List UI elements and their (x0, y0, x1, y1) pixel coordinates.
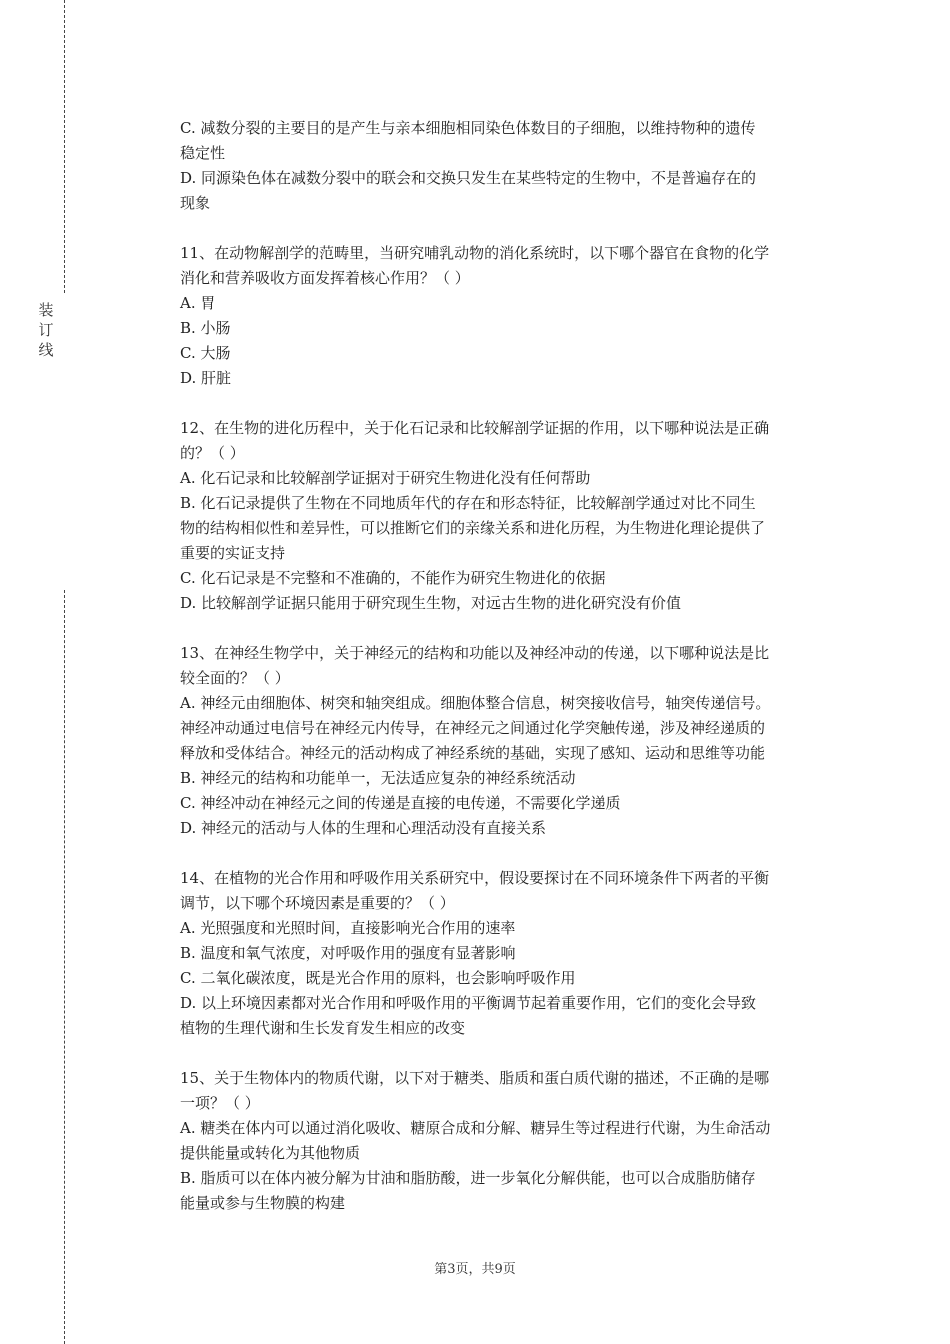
text-line: B. 神经元的结构和功能单一，无法适应复杂的神经系统活动 (180, 769, 576, 787)
text-line: A. 胃 (180, 294, 216, 312)
text-line: B. 脂质可以在体内被分解为甘油和脂肪酸，进一步氧化分解供能，也可以合成脂肪储存 (180, 1169, 756, 1187)
blank-spacer (180, 841, 842, 866)
text-line: C. 二氧化碳浓度，既是光合作用的原料，也会影响呼吸作用 (180, 969, 576, 987)
binding-dashed-line-top (64, 0, 65, 293)
text-line: 一项？（ ） (180, 1094, 260, 1112)
text-line: A. 神经元由细胞体、树突和轴突组成。细胞体整合信息，树突接收信号，轴突传递信号。 (180, 694, 771, 712)
text-line: 15、关于生物体内的物质代谢，以下对于糖类、脂质和蛋白质代谢的描述，不正确的是哪 (180, 1069, 770, 1087)
text-line: B. 化石记录提供了生物在不同地质年代的存在和形态特征，比较解剖学通过对比不同生 (180, 494, 756, 512)
binding-dashed-line-bottom (64, 590, 65, 1344)
text-line: 12、在生物的进化历程中，关于化石记录和比较解剖学证据的作用，以下哪种说法是正确 (180, 419, 770, 437)
text-line: 植物的生理代谢和生长发育发生相应的改变 (180, 1019, 466, 1037)
text-line: D. 以上环境因素都对光合作用和呼吸作用的平衡调节起着重要作用，它们的变化会导致 (180, 994, 757, 1012)
text-line: 物的结构相似性和差异性，可以推断它们的亲缘关系和进化历程，为生物进化理论提供了 (180, 519, 766, 537)
text-line: 14、在植物的光合作用和呼吸作用关系研究中，假设要探讨在不同环境条件下两者的平衡 (180, 869, 770, 887)
text-line: B. 小肠 (180, 319, 231, 337)
text-line: C. 减数分裂的主要目的是产生与亲本细胞相同染色体数目的子细胞，以维持物种的遗传 (180, 119, 756, 137)
text-line: 较全面的？（ ） (180, 669, 290, 687)
text-line: A. 化石记录和比较解剖学证据对于研究生物进化没有任何帮助 (180, 469, 591, 487)
text-line: 的？（ ） (180, 444, 245, 462)
binding-line-label (36, 300, 56, 360)
text-line: 神经冲动通过电信号在神经元内传导，在神经元之间通过化学突触传递，涉及神经递质的 (180, 719, 766, 737)
text-line: 调节，以下哪个环境因素是重要的？（ ） (180, 894, 455, 912)
text-line: D. 肝脏 (180, 369, 232, 387)
binding-char: 订 (38, 321, 54, 339)
text-line: 11、在动物解剖学的范畴里，当研究哺乳动物的消化系统时，以下哪个器官在食物的化学 (180, 244, 770, 262)
binding-char: 装 (38, 301, 54, 319)
blank-spacer (180, 391, 842, 416)
text-line: 消化和营养吸收方面发挥着核心作用？（ ） (180, 269, 470, 287)
binding-char: 线 (38, 341, 54, 359)
text-line: 重要的实证支持 (180, 544, 286, 562)
text-line: 释放和受体结合。神经元的活动构成了神经系统的基础，实现了感知、运动和思维等功能 (180, 744, 766, 762)
text-line: B. 温度和氧气浓度，对呼吸作用的强度有显著影响 (180, 944, 516, 962)
page-number: 第3页，共9页 (434, 1262, 516, 1277)
exam-content (180, 116, 842, 1216)
text-line: 现象 (180, 194, 211, 212)
text-line: D. 比较解剖学证据只能用于研究现生生物，对远古生物的进化研究没有价值 (180, 594, 682, 612)
text-line: 稳定性 (180, 144, 226, 162)
blank-spacer (180, 216, 842, 241)
text-line: D. 神经元的活动与人体的生理和心理活动没有直接关系 (180, 819, 547, 837)
text-line: 13、在神经生物学中，关于神经元的结构和功能以及神经冲动的传递，以下哪种说法是比 (180, 644, 770, 662)
blank-spacer (180, 616, 842, 641)
text-line: C. 大肠 (180, 344, 231, 362)
blank-spacer (180, 1041, 842, 1066)
text-line: A. 光照强度和光照时间，直接影响光合作用的速率 (180, 919, 516, 937)
text-line: 提供能量或转化为其他物质 (180, 1144, 361, 1162)
text-line: C. 化石记录是不完整和不准确的，不能作为研究生物进化的依据 (180, 569, 606, 587)
text-line: 能量或参与生物膜的构建 (180, 1194, 346, 1212)
text-line: A. 糖类在体内可以通过消化吸收、糖原合成和分解、糖异生等过程进行代谢，为生命活动 (180, 1119, 771, 1137)
text-line: D. 同源染色体在减数分裂中的联会和交换只发生在某些特定的生物中，不是普遍存在的 (180, 169, 757, 187)
text-line: C. 神经冲动在神经元之间的传递是直接的电传递，不需要化学递质 (180, 794, 621, 812)
